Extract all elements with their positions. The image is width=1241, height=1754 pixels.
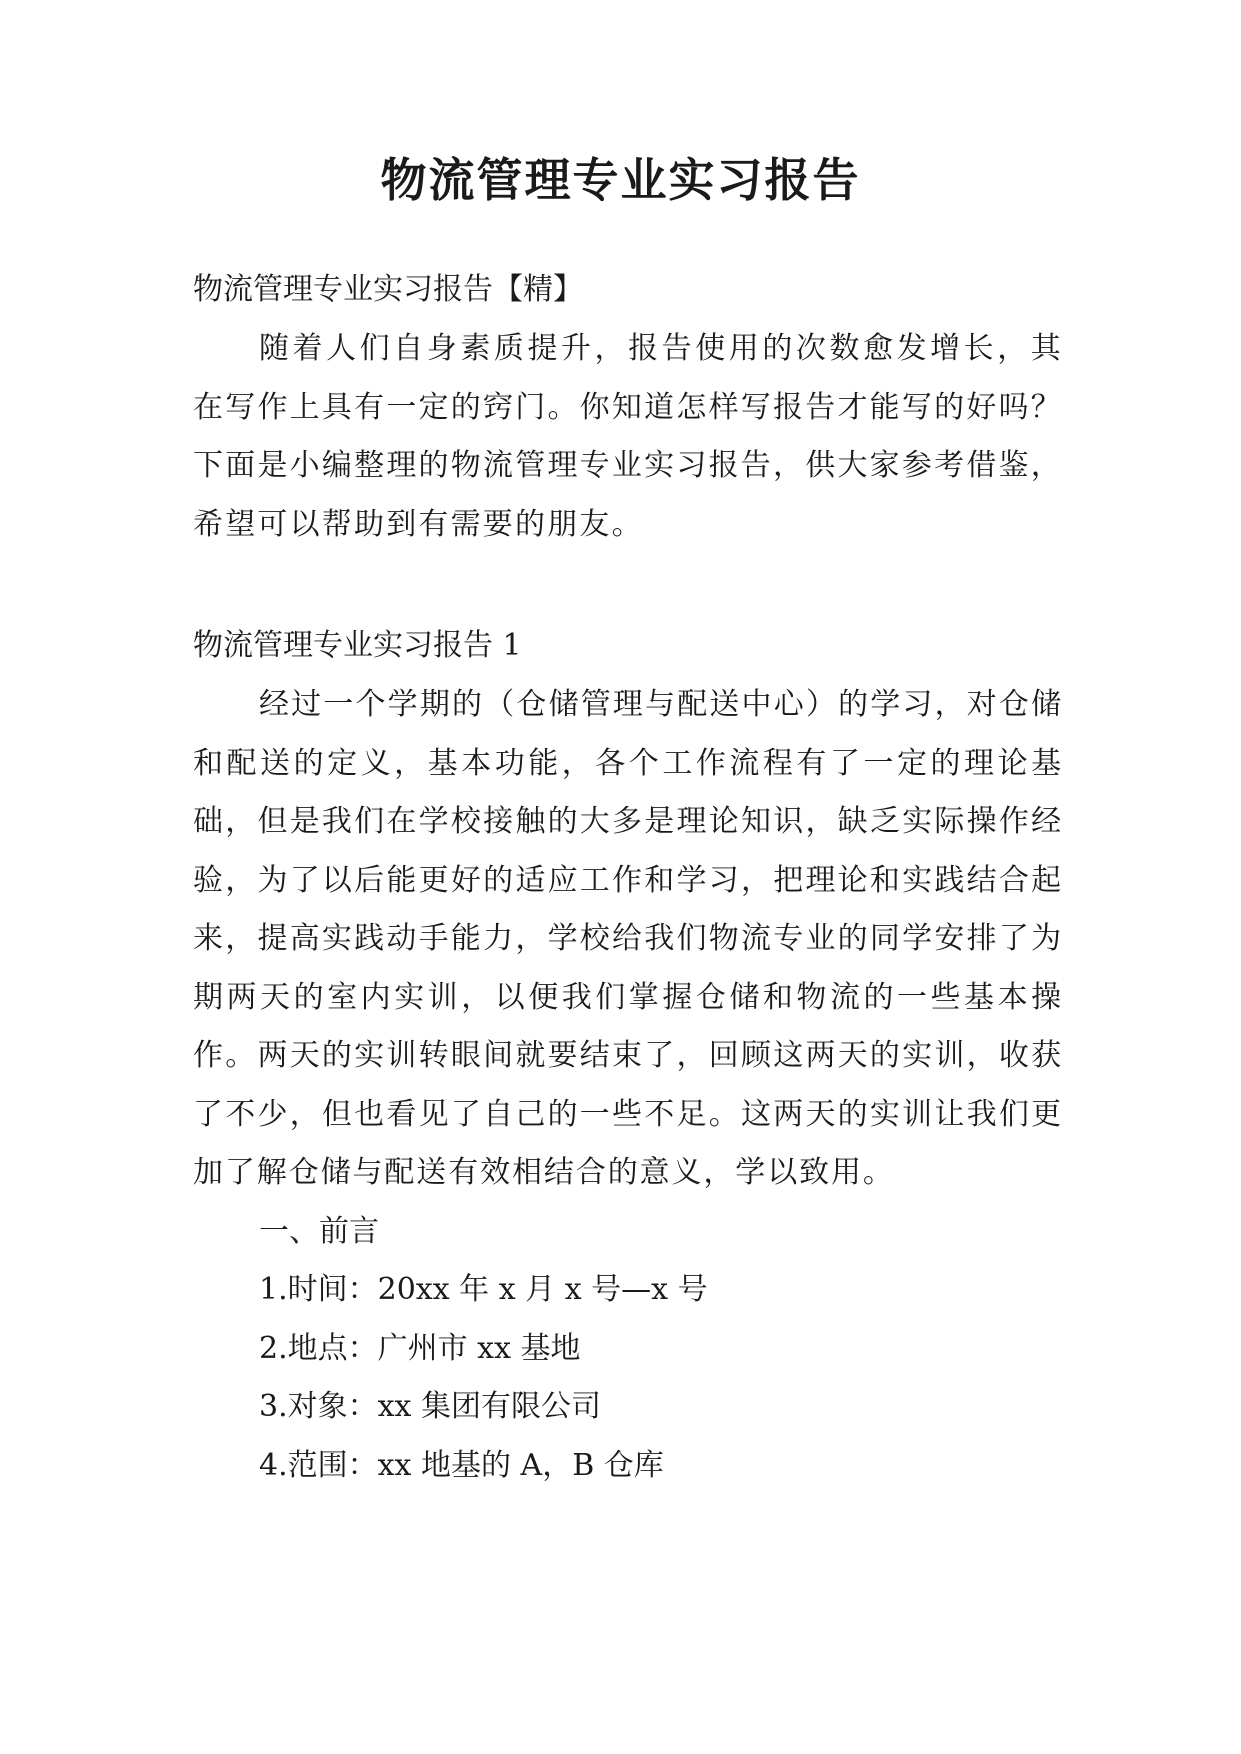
document-title: 物流管理专业实习报告: [380, 153, 861, 207]
list-item: 2.地点：广州市 xx 基地: [259, 1330, 581, 1366]
section-spacer: [193, 554, 1063, 616]
section-paragraph: 经过一个学期的（仓储管理与配送中心）的学习，对仓储和配送的定义，基本功能，各个工作流程有了一定的理论基础，但是我们在学校接触的大多是理论知识，缺乏实际操作经验，为了以后能更好的适应工作和学习，把理论和实践结合起来，提高实践动手能力，学校给我们物流专业的同学安排了为期两天的室内实训，以便我们掌握仓储和物流的一些基本操作。两天的实训转眼间就要结束了，回顾这两天的实训，收获了不少，但也看见了自己的一些不足。这两天的实训让我们更加了解仓储与配送有效相结合的意义，学以致用。: [193, 687, 1063, 1190]
section-heading: 物流管理专业实习报告 1: [193, 628, 522, 663]
document-body: [193, 260, 1063, 1495]
intro-heading: 物流管理专业实习报告【精】: [193, 272, 583, 307]
list-item: 4.范围：xx 地基的 A，B 仓库: [259, 1447, 664, 1483]
preface-heading: 一、前言: [259, 1213, 379, 1249]
list-item: 3.对象：xx 集团有限公司: [259, 1389, 601, 1424]
intro-paragraph: 随着人们自身素质提升，报告使用的次数愈发增长，其在写作上具有一定的窍门。你知道怎样写报告才能写的好吗？下面是小编整理的物流管理专业实习报告，供大家参考借鉴，希望可以帮助到有需要的朋友。: [193, 331, 1063, 542]
list-item: 1.时间：20xx 年 x 月 x 号—x 号: [259, 1272, 708, 1307]
